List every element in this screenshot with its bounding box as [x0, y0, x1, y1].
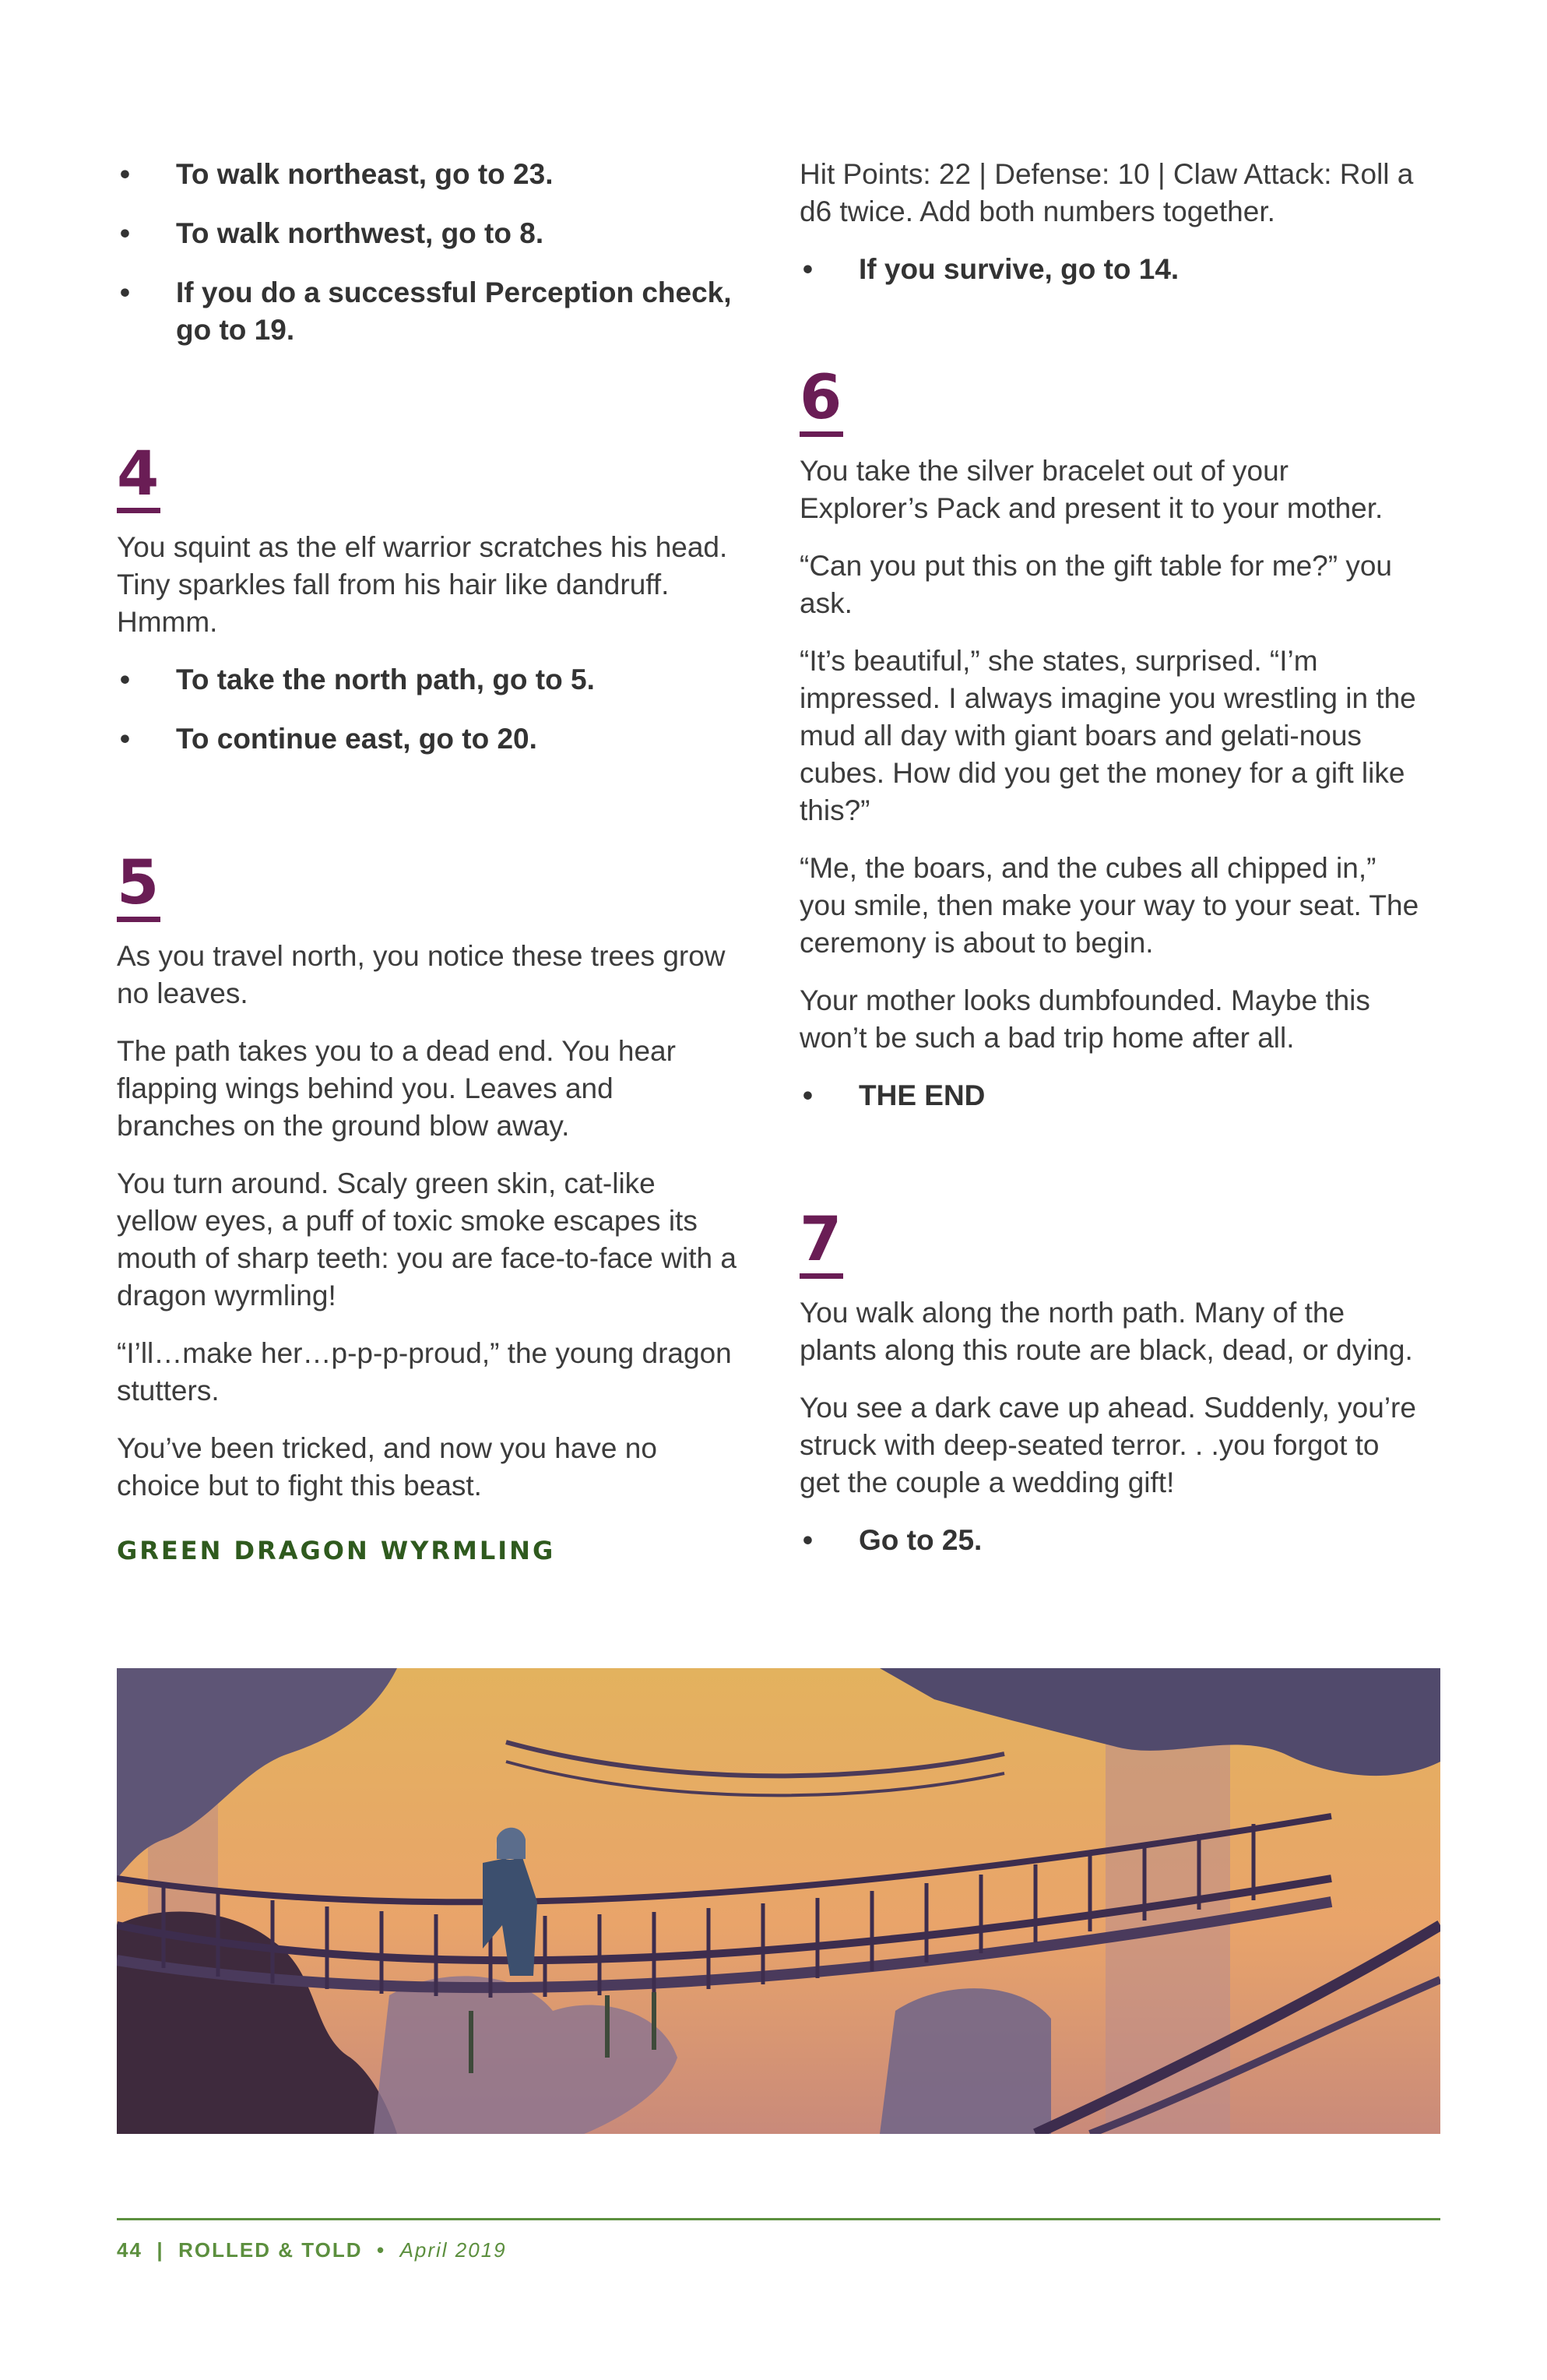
choice-item: • If you survive, go to 14. [800, 251, 1422, 288]
section-number-6: 6 [800, 364, 843, 437]
paragraph: As you travel north, you notice these trees grow no leaves. [117, 940, 726, 1009]
paragraph: “Can you put this on the gift table for me?” you ask. [800, 550, 1392, 619]
paragraph: You take the silver bracelet out of your Explorer’s Pack and present it to your mother. [800, 455, 1384, 524]
paragraph: You see a dark cave up ahead. Suddenly, you’re struck with deep-seated terror. . .you forgot to get the couple a wedding gift! [800, 1392, 1416, 1498]
choice-item: • If you do a successful Perception check, go to 19. [117, 274, 740, 349]
page-footer: 44 | ROLLED & TOLD • April 2019 [117, 2238, 507, 2262]
paragraph: “It’s beautiful,” she states, surprised. “I’m impressed. I always imagine you wrestling in the mud all day with giant boars and gelati-nous cubes. How did you get the money for a gift like this?” [800, 645, 1416, 826]
choice-list [117, 156, 740, 349]
choice-item: • To walk northwest, go to 8. [117, 215, 740, 252]
page-number: 44 [117, 2238, 142, 2262]
paragraph: You’ve been tricked, and now you have no choice but to fight this beast. [117, 1432, 657, 1502]
section-number-4: 4 [117, 441, 160, 513]
choice-list [800, 251, 1422, 288]
monster-name: GREEN DRAGON WYRMLING [117, 1536, 556, 1565]
monster-stats: Hit Points: 22 | Defense: 10 | Claw Attack: Roll a d6 twice. Add both numbers together. [800, 158, 1414, 227]
section-number-5: 5 [117, 850, 160, 922]
footer-rule [117, 2218, 1440, 2220]
choice-list [800, 1077, 1422, 1114]
issue-date: April 2019 [399, 2238, 507, 2262]
section-number-7: 7 [800, 1206, 843, 1279]
paragraph: The path takes you to a dead end. You hear flapping wings behind you. Leaves and branches on the ground blow away. [117, 1035, 676, 1142]
paragraph: “Me, the boars, and the cubes all chipped in,” you smile, then make your way to your seat. The ceremony is about to begin. [800, 852, 1419, 959]
choice-list [117, 661, 740, 758]
paragraph: You squint as the elf warrior scratches his head. Tiny sparkles fall from his hair like dandruff. Hmmm. [117, 531, 728, 638]
choice-item: • To continue east, go to 20. [117, 720, 740, 758]
choice-item: • To walk northeast, go to 23. [117, 156, 740, 193]
paragraph: Your mother looks dumbfounded. Maybe this won’t be such a bad trip home after all. [800, 984, 1370, 1054]
rope-bridge-illustration [117, 1668, 1440, 2134]
choice-item: • THE END [800, 1077, 1422, 1114]
right-column [800, 156, 1422, 1581]
choice-list [800, 1522, 1422, 1559]
paragraph: You turn around. Scaly green skin, cat-like yellow eyes, a puff of toxic smoke escapes its mouth of sharp teeth: you are face-to-face with a dragon wyrmling! [117, 1167, 737, 1311]
publication-name: ROLLED & TOLD [178, 2238, 363, 2262]
paragraph: You walk along the north path. Many of the plants along this route are black, dead, or dying. [800, 1297, 1413, 1366]
paragraph: “I’ll…make her…p-p-p-proud,” the young dragon stutters. [117, 1337, 732, 1407]
choice-item: • Go to 25. [800, 1522, 1422, 1559]
choice-item: • To take the north path, go to 5. [117, 661, 740, 699]
left-column [117, 156, 740, 1565]
